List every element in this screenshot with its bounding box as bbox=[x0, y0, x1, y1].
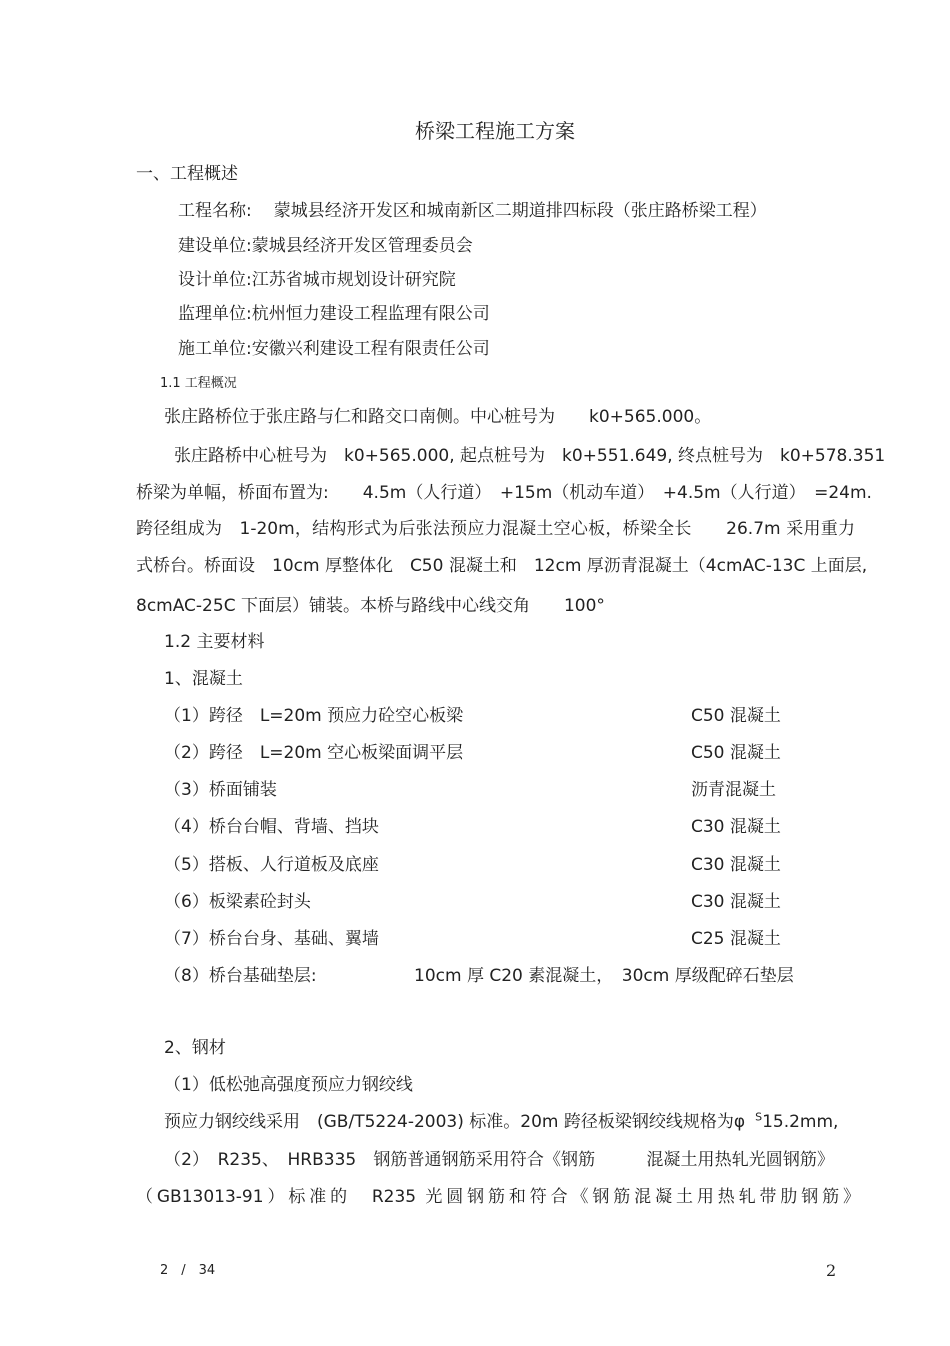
paragraph-line: 跨径组成为 1-20m，结构形式为后张法预应力混凝土空心板，桥梁全长 26.7m 采用重力 bbox=[136, 519, 855, 539]
paragraph-rebar-line: （2） R235、 HRB335 钢筋普通钢筋采用符合《钢筋 混凝土用热轧光圆钢筋》 bbox=[164, 1150, 834, 1170]
text-run: 预应力钢绞线采用 (GB/T5224-2003) 标准。20m 跨径板梁钢绞线规格为φ bbox=[164, 1112, 746, 1132]
steel-heading: 2、钢材 bbox=[164, 1038, 226, 1058]
info-label: 工程名称: bbox=[178, 201, 252, 221]
paragraph-line: 式桥台。桥面设 10cm 厚整体化 C50 混凝土和 12cm 厚沥青混凝土（4cmAC-13C 上面层, bbox=[136, 556, 868, 576]
section-heading-overview: 一、工程概述 bbox=[136, 164, 238, 184]
paragraph-strand-spec bbox=[164, 1111, 838, 1133]
info-row-designer bbox=[178, 269, 456, 291]
info-value: 蒙城县经济开发区管理委员会 bbox=[251, 236, 473, 256]
info-row-supervisor bbox=[178, 303, 490, 325]
list-item-grade: 10cm 厚 C20 素混凝土， 30cm 厚级配碎石垫层 bbox=[414, 966, 794, 986]
info-row-contractor bbox=[178, 338, 490, 360]
paragraph-rebar-line: （GB13013-91）标准的 R235 光圆钢筋和符合《钢筋混凝土用热轧带肋钢筋》 bbox=[136, 1187, 860, 1207]
list-item-grade: C30 混凝土 bbox=[691, 817, 781, 837]
concrete-heading: 1、混凝土 bbox=[164, 669, 243, 689]
paragraph-line: 桥梁为单幅，桥面布置为: 4.5m（人行道） +15m（机动车道） +4.5m（人行道） =24m. bbox=[136, 483, 872, 503]
paragraph-line: 8cmAC-25C 下面层）铺装。本桥与路线中心线交角 100° bbox=[136, 596, 605, 616]
list-item: （1）跨径 L=20m 预应力砼空心板梁 bbox=[164, 706, 464, 726]
list-item-grade: C25 混凝土 bbox=[691, 929, 781, 949]
list-item-grade: C50 混凝土 bbox=[691, 743, 781, 763]
list-item-grade: C50 混凝土 bbox=[691, 706, 781, 726]
list-item: （6）板梁素砼封头 bbox=[164, 892, 311, 912]
list-item: （5）搭板、人行道板及底座 bbox=[164, 855, 379, 875]
info-value: 蒙城县经济开发区和城南新区二期道排四标段（张庄路桥梁工程） bbox=[273, 201, 767, 221]
info-label: 建设单位: bbox=[178, 236, 252, 256]
document-title: 桥梁工程施工方案 bbox=[415, 119, 575, 143]
paragraph-bridge-location: 张庄路桥位于张庄路与仁和路交口南侧。中心桩号为 k0+565.000。 bbox=[164, 407, 712, 427]
list-item-grade: C30 混凝土 bbox=[691, 855, 781, 875]
steel-item-strand: （1）低松弛高强度预应力钢绞线 bbox=[164, 1075, 413, 1095]
paragraph-line: 张庄路桥中心桩号为 k0+565.000, 起点桩号为 k0+551.649, 终点桩号为 k0+578.351 bbox=[174, 446, 886, 466]
list-item: （7）桥台台身、基础、翼墙 bbox=[164, 929, 379, 949]
list-item-grade: 沥青混凝土 bbox=[691, 780, 776, 800]
list-item: （4）桥台台帽、背墙、挡块 bbox=[164, 817, 379, 837]
info-value: 杭州恒力建设工程监理有限公司 bbox=[251, 304, 490, 324]
info-row-project-name bbox=[178, 200, 767, 222]
superscript: S bbox=[755, 1110, 763, 1124]
subsection-heading-1-2: 1.2 主要材料 bbox=[164, 632, 265, 652]
info-label: 设计单位: bbox=[178, 270, 252, 290]
info-row-owner bbox=[178, 235, 473, 257]
info-label: 监理单位: bbox=[178, 304, 252, 324]
page-indicator: 2 / 34 bbox=[160, 1263, 216, 1278]
info-label: 施工单位: bbox=[178, 339, 252, 359]
text-run: 15.2mm, bbox=[762, 1112, 839, 1132]
list-item: （2）跨径 L=20m 空心板梁面调平层 bbox=[164, 743, 464, 763]
page-number: 2 bbox=[826, 1261, 837, 1280]
list-item: （3）桥面铺装 bbox=[164, 780, 277, 800]
info-value: 江苏省城市规划设计研究院 bbox=[251, 270, 456, 290]
subsection-heading-1-1: 1.1 工程概况 bbox=[160, 376, 237, 391]
list-item: （8）桥台基础垫层: bbox=[164, 966, 317, 986]
list-item-grade: C30 混凝土 bbox=[691, 892, 781, 912]
info-value: 安徽兴利建设工程有限责任公司 bbox=[251, 339, 490, 359]
